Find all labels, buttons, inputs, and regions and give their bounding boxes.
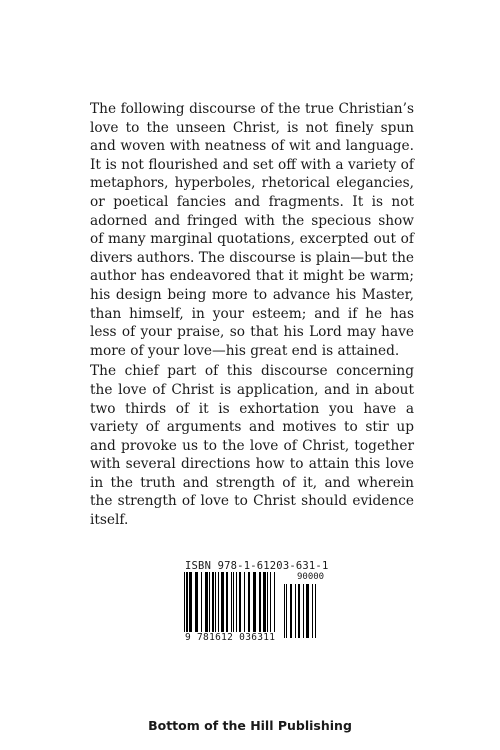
isbn-label: ISBN 978-1-61203-631-1 — [185, 560, 329, 572]
publisher-name: Bottom of the Hill Publishing — [148, 718, 352, 733]
barcode-digits: 9 781612 036311 — [185, 632, 276, 643]
description-paragraph-1: The following discourse of the true Christian’s love to the unseen Christ, is not finely spun and woven with neatness of wit and language. It is not flourished and set off with a variety of metaphors, hyperboles, rhetorical elegancies, or poetical fancies and fragments. It is not adorned and fringed with the specious show of many marginal quotations, excerpted out of divers authors. The discourse is plain—but the author has endeavored that it might be warm; his design being more to advance his Master, than himself, in your esteem; and if he has less of your praise, so that his Lord may have more of your love—his great end is attained. — [90, 101, 414, 359]
price-code: 90000 — [297, 572, 325, 582]
back-cover-description — [90, 100, 414, 532]
isbn-barcode — [180, 560, 329, 655]
description-paragraph-2: The chief part of this discourse concerning the love of Christ is application, and in about two thirds of it is exhortation you have a variety of arguments and motives to stir up and provoke us to the love of Christ, together with several directions how to attain this love in the truth and strength of it, and wherein the strength of love to Christ should evidence itself. — [90, 363, 414, 529]
